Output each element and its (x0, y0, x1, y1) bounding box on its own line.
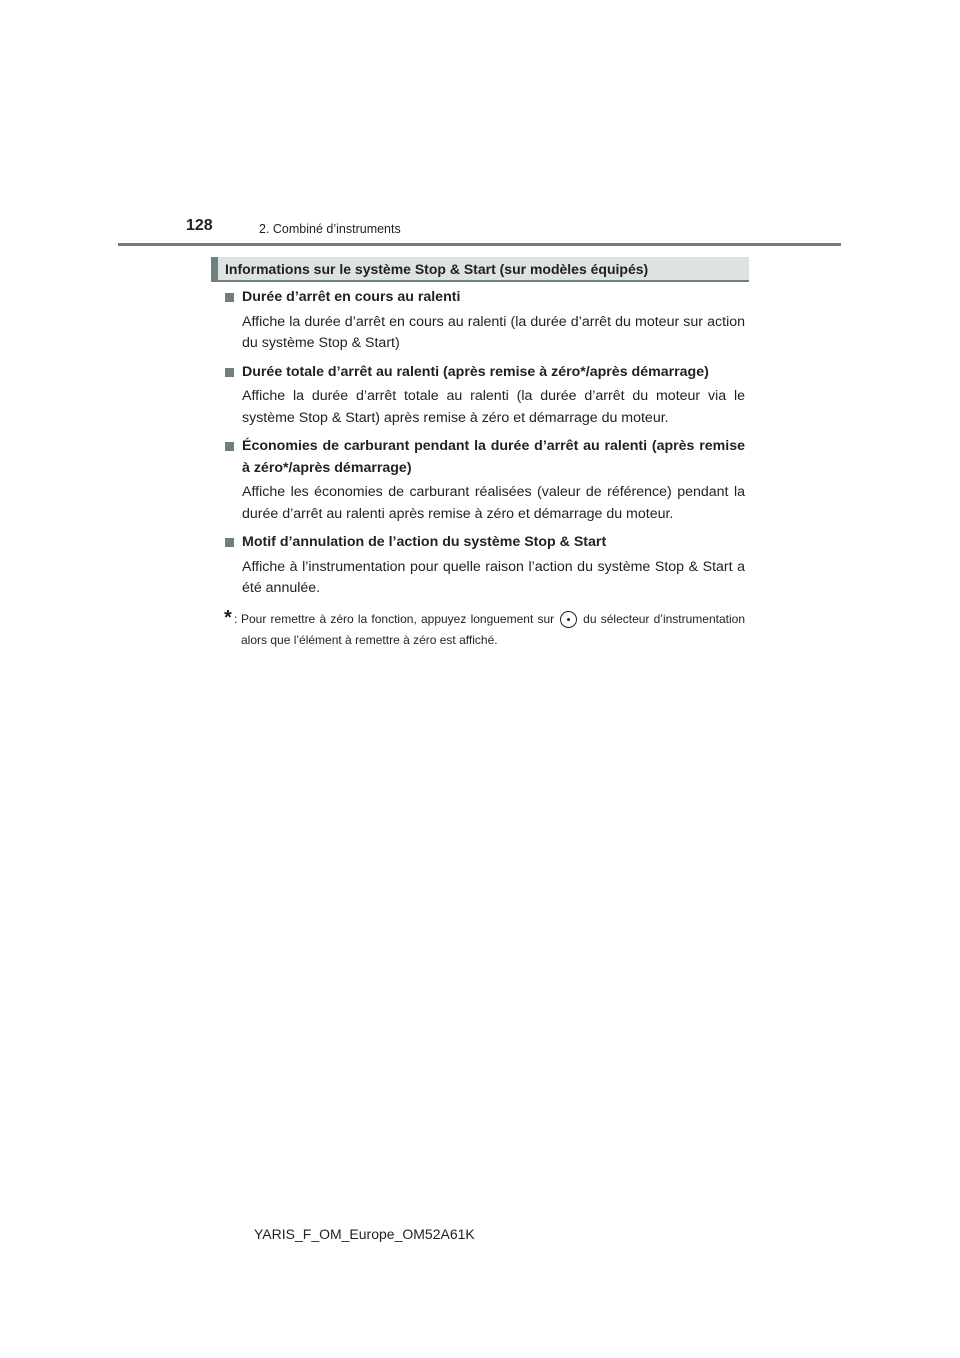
info-item-description: Affiche les économies de carburant réalisées (valeur de référence) pendant la durée d’arrêt au ralenti après remise à zéro et démarrage du moteur. (242, 484, 745, 522)
info-item-heading (224, 532, 745, 554)
info-item-description: Affiche à l’instrumentation pour quelle raison l’action du système Stop & Start a été annulée. (242, 558, 745, 596)
section-heading (211, 257, 749, 282)
page-number: 128 (186, 217, 213, 234)
document-code: YARIS_F_OM_Europe_OM52A61K (254, 1226, 475, 1242)
footnote (224, 606, 746, 651)
square-bullet-icon (225, 368, 234, 377)
info-item (224, 532, 745, 600)
info-item-description: Affiche la durée d’arrêt en cours au ralenti (la durée d’arrêt du moteur sur action du système Stop & Start) (242, 313, 745, 351)
dial-center-button-icon (560, 611, 577, 628)
info-item-heading (224, 436, 745, 479)
info-item (224, 362, 745, 430)
footnote-marker: * (224, 606, 232, 629)
section-content (224, 287, 745, 651)
header-divider (118, 243, 841, 246)
section-heading-title: Informations sur le système Stop & Start (sur modèles équipés) (225, 261, 649, 277)
info-item-heading-text: Motif d’annulation de l’action du système Stop & Start (242, 534, 607, 550)
info-item-description: Affiche la durée d’arrêt totale au ralenti (la durée d’arrêt du moteur via le système Stop & Start) après remise à zéro et démarrage du moteur. (242, 388, 745, 426)
footnote-separator: : (234, 611, 238, 626)
footnote-text-end: du sélecteur d’instrumentation alors que l’élément à remettre à zéro est affiché. (241, 611, 746, 647)
square-bullet-icon (225, 442, 234, 451)
square-bullet-icon (225, 538, 234, 547)
info-item (224, 287, 745, 355)
section-heading-bar (211, 257, 218, 280)
info-item-heading-text: Durée d’arrêt en cours au ralenti (242, 289, 461, 305)
info-item-heading (224, 287, 745, 309)
info-item (224, 436, 745, 525)
square-bullet-icon (225, 293, 234, 302)
footnote-text-start: Pour remettre à zéro la fonction, appuyez longuement sur (241, 611, 555, 626)
info-item-heading-text: Économies de carburant pendant la durée d’arrêt au ralenti (après remise à zéro*/après démarrage) (242, 438, 745, 476)
chapter-title: 2. Combiné d’instruments (259, 222, 401, 236)
info-item-heading (224, 362, 745, 384)
info-item-heading-text: Durée totale d’arrêt au ralenti (après remise à zéro*/après démarrage) (242, 363, 709, 380)
